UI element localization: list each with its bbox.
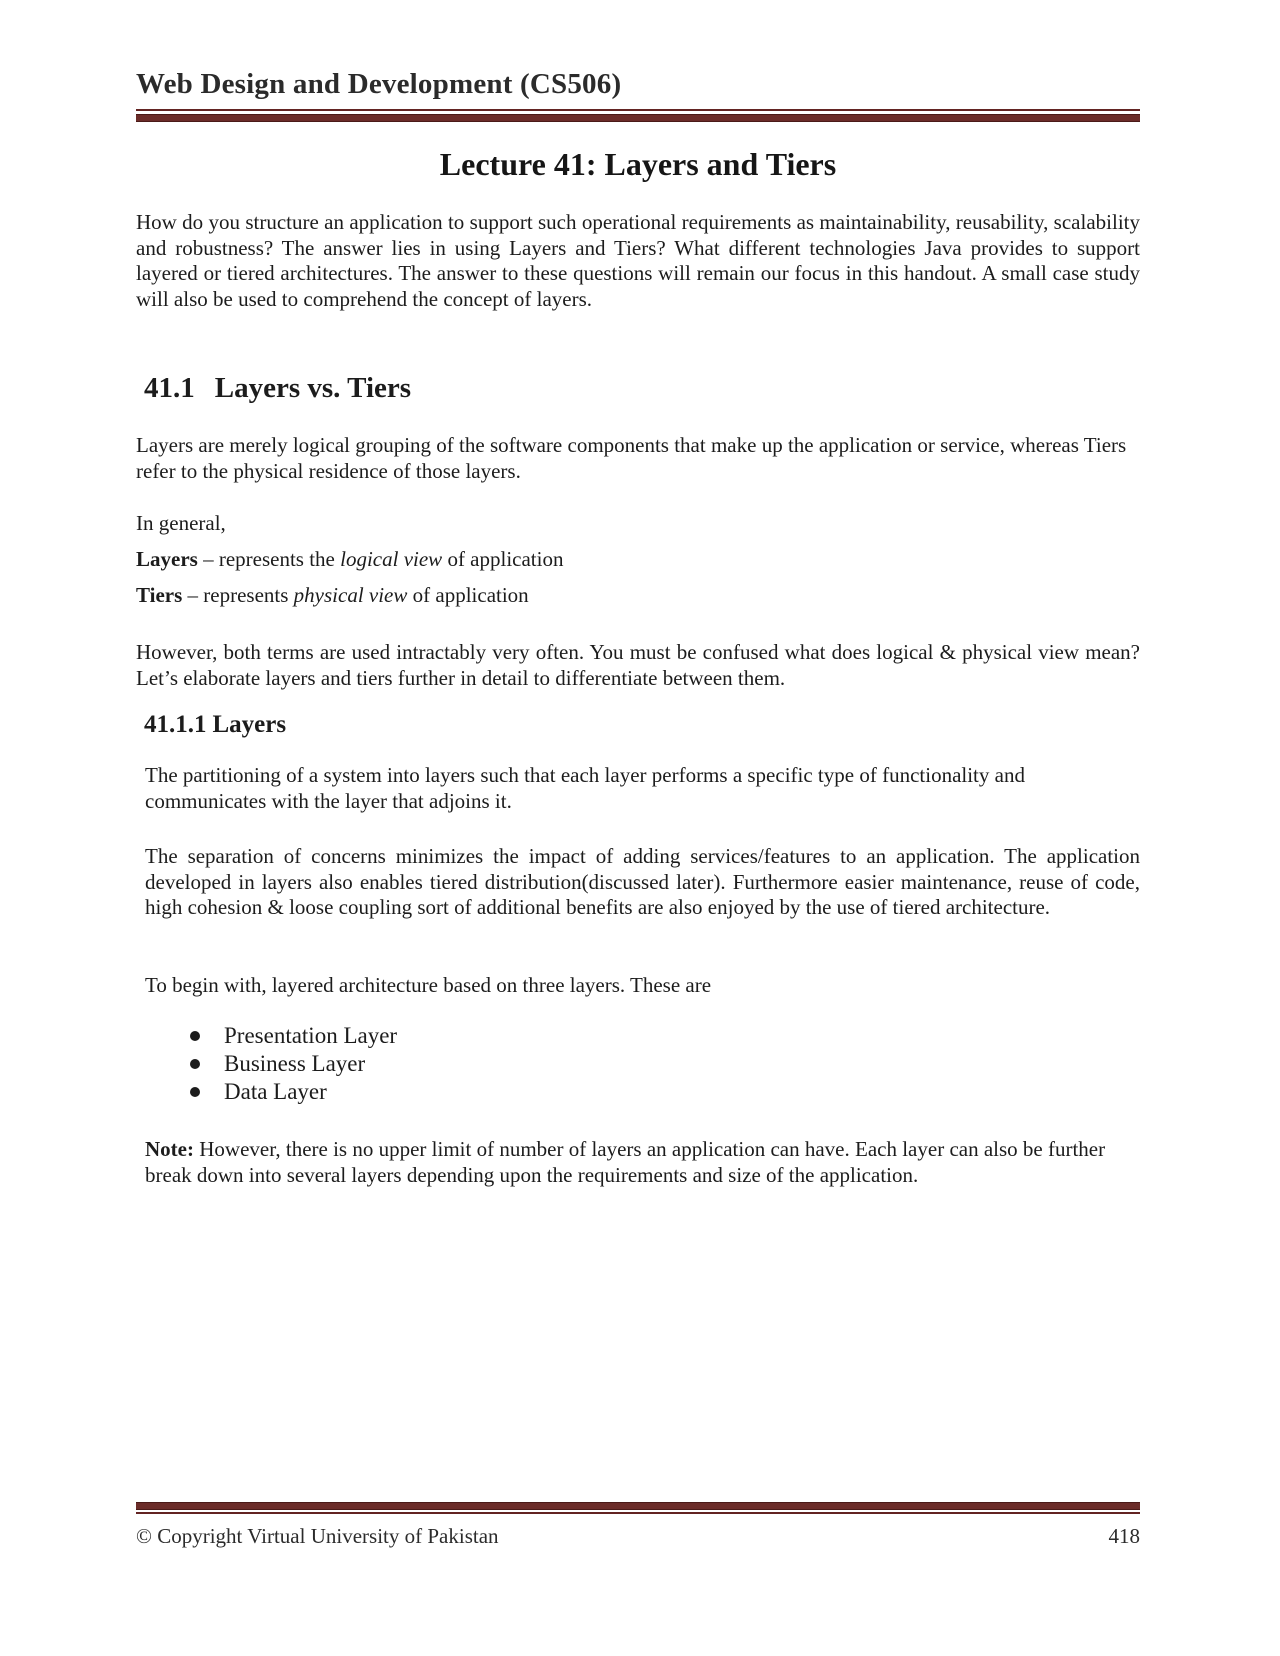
list-item: [145, 1050, 1140, 1078]
section-heading-layers-vs-tiers: [136, 372, 1140, 405]
tiers-def-mid: – represents: [182, 583, 294, 607]
tiers-def-italic: physical view: [293, 583, 408, 607]
however-paragraph: However, both terms are used intractably very often. You must be confused what does logical & physical view mean? Let’s elaborate layers and tiers further in detail to differentiate between them.: [136, 640, 1140, 690]
partitioning-paragraph: The partitioning of a system into layers such that each layer performs a specific type of functionality and communicates with the layer that adjoins it.: [145, 763, 1025, 813]
footer-rule-thick-line: [136, 1502, 1140, 1510]
tiers-def-tail: of application: [407, 583, 529, 607]
to-begin-paragraph: To begin with, layered architecture based on three layers. These are: [145, 973, 712, 997]
layers-def-tail: of application: [442, 547, 564, 571]
footer-rule: [136, 1502, 1140, 1515]
bullet-icon: [190, 1059, 200, 1069]
note-text: However, there is no upper limit of number of layers an application can have. Each layer can also be further break down into several layers depending upon the requirements and size of the application.: [145, 1137, 1106, 1187]
layers-bullet-list: [136, 1022, 1140, 1106]
list-item-label: Presentation Layer: [224, 1023, 398, 1048]
subsection-heading-label: Layers: [212, 711, 287, 738]
course-title: Web Design and Development (CS506): [136, 68, 622, 100]
list-item-label: Data Layer: [224, 1079, 327, 1104]
footer-rule-thin-line: [136, 1512, 1140, 1514]
list-item: [145, 1078, 1140, 1106]
layers-def-italic: logical view: [340, 547, 443, 571]
page-title: Lecture 41: Layers and Tiers: [439, 146, 837, 182]
subsection-heading-layers: [136, 711, 1140, 739]
section-number: 41.1: [144, 372, 195, 404]
tiers-definition-line: [136, 583, 1140, 609]
footer: [136, 1524, 1140, 1549]
bullet-icon: [190, 1031, 200, 1041]
in-general-line: In general,: [136, 511, 226, 535]
layers-term: Layers: [136, 547, 198, 571]
layers-def-mid: – represents the: [197, 547, 341, 571]
list-item: [145, 1022, 1140, 1050]
tiers-term: Tiers: [136, 583, 183, 607]
layers-vs-tiers-paragraph: Layers are merely logical grouping of the software components that make up the application or service, whereas Tiers refer to the physical residence of those layers.: [136, 433, 1127, 483]
note-paragraph: [136, 1137, 1140, 1188]
note-label: Note:: [145, 1137, 194, 1161]
header-rule: [136, 109, 1140, 123]
copyright-text: © Copyright Virtual University of Pakistan: [136, 1524, 499, 1548]
separation-paragraph: The separation of concerns minimizes the impact of adding services/features to an application. The application developed in layers also enables tiered distribution(discussed later). Furthermore easier maintenance, reuse of code, high cohesion & loose coupling sort of additional benefits are also enjoyed by the use of tiered architecture.: [145, 844, 1140, 919]
header-rule-thick-line: [136, 114, 1140, 122]
section-heading-label: Layers vs. Tiers: [214, 372, 412, 404]
page-number: 418: [1108, 1524, 1140, 1548]
list-item-label: Business Layer: [224, 1051, 366, 1076]
intro-paragraph: How do you structure an application to support such operational requirements as maintainability, reusability, scalability and robustness? The answer lies in using Layers and Tiers? What different technologies Java provides to support layered or tiered architectures. The answer to these questions will remain our focus in this handout. A small case study will also be used to comprehend the concept of layers.: [136, 210, 1140, 311]
subsection-number: 41.1.1: [144, 711, 207, 738]
bullet-icon: [190, 1087, 200, 1097]
layers-definition-line: [136, 547, 1140, 573]
